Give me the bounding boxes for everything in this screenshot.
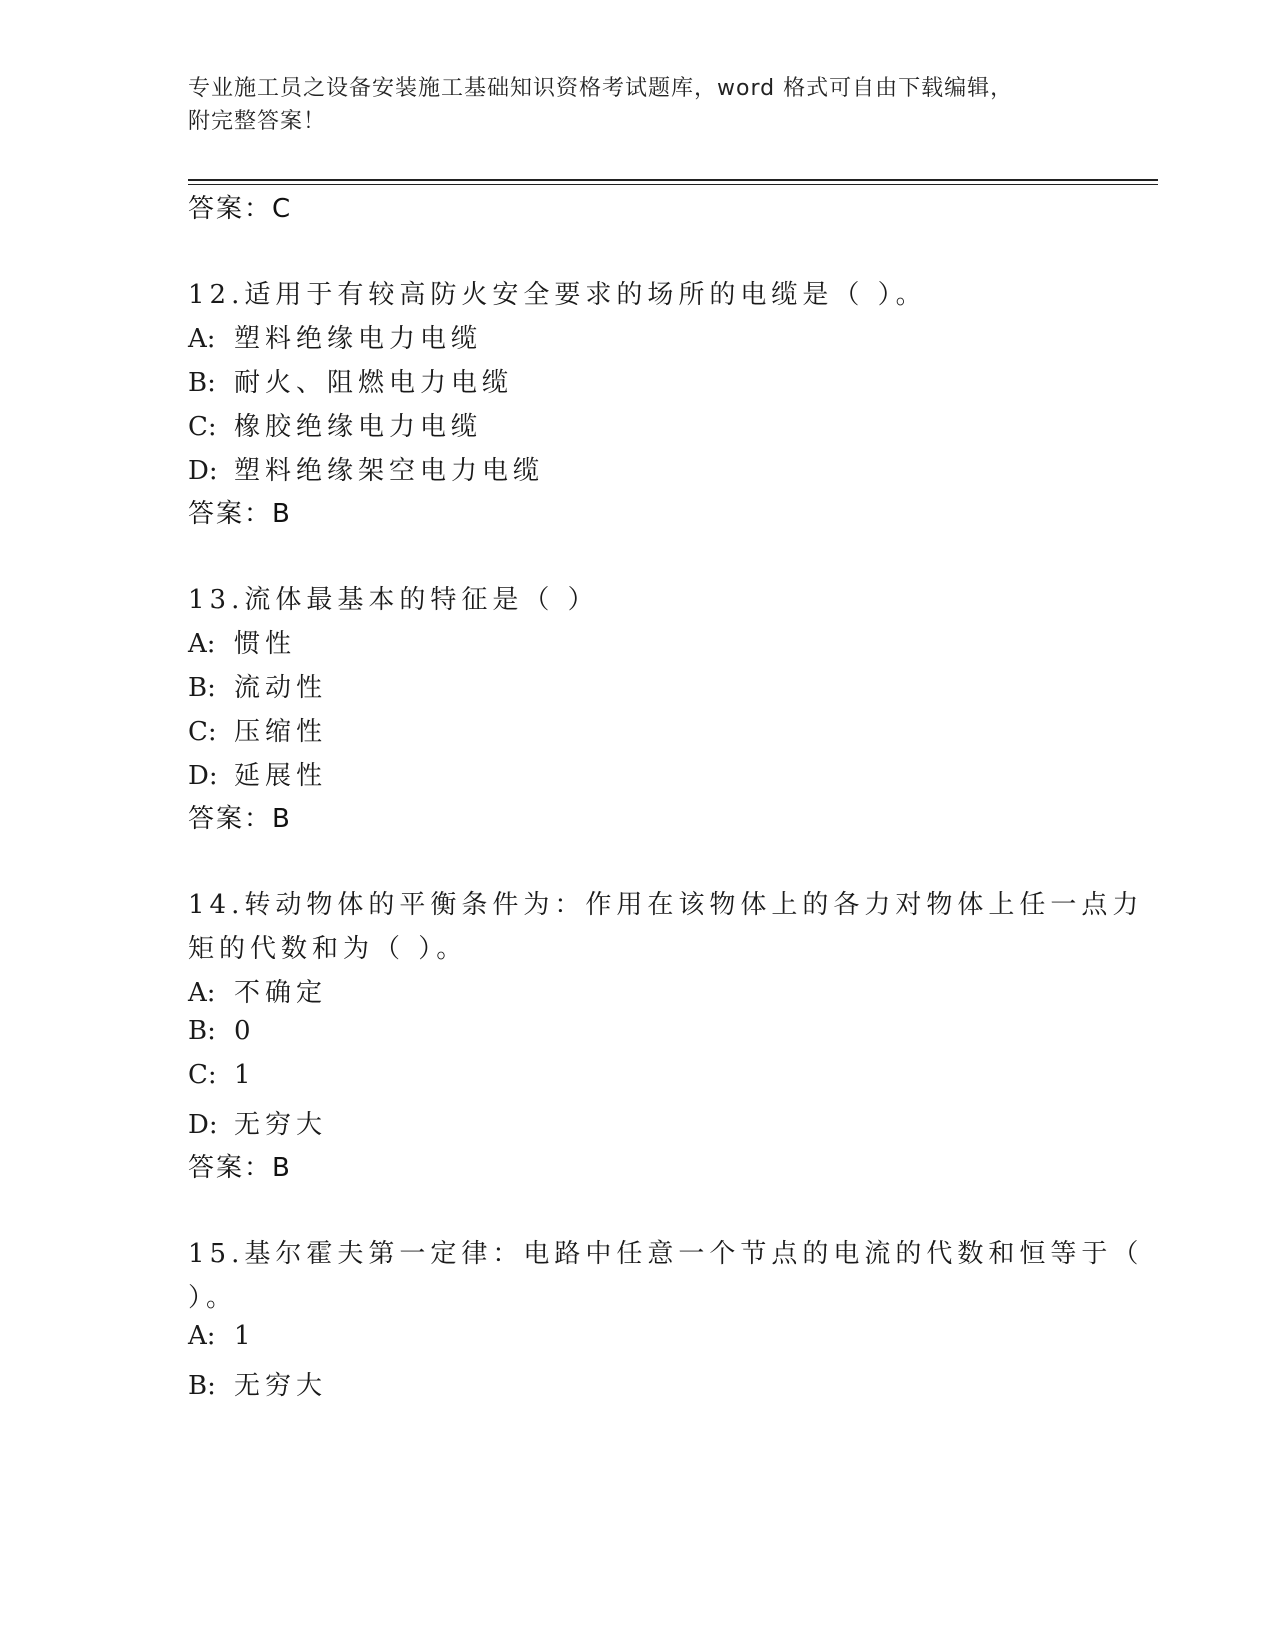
option-letter: C: <box>188 1060 217 1090</box>
option-text: 无穷大 <box>234 1110 328 1140</box>
option-letter: D: <box>188 761 218 791</box>
option-text: 1 <box>234 1060 256 1090</box>
question-12-option-c <box>188 406 482 443</box>
header-line-2: 附完整答案！ <box>188 109 327 134</box>
option-letter: B: <box>188 673 216 703</box>
option-letter: D: <box>188 456 218 486</box>
option-letter: A: <box>188 629 216 659</box>
option-text: 橡胶绝缘电力电缆 <box>234 412 483 442</box>
question-13-option-a <box>188 623 296 660</box>
document-header <box>188 72 1088 138</box>
answer-q13: 答案：B <box>188 804 292 834</box>
question-13-option-d <box>188 755 327 792</box>
option-letter: B: <box>188 368 216 398</box>
question-13-stem: 13.流体最基本的特征是（ ） <box>188 585 599 615</box>
answer-q12: 答案：B <box>188 499 292 529</box>
question-14-option-a <box>188 972 327 1009</box>
option-text: 惯性 <box>234 629 297 659</box>
option-letter: A: <box>188 324 216 354</box>
option-text: 延展性 <box>234 761 328 791</box>
option-text: 压缩性 <box>234 717 328 747</box>
question-15-stem-line-2: ）。 <box>188 1283 238 1313</box>
question-15-stem-line-1: 15.基尔霍夫第一定律：电路中任意一个节点的电流的代数和恒等于（ <box>188 1239 1144 1269</box>
option-text: 0 <box>234 1016 256 1046</box>
option-text: 无穷大 <box>234 1371 328 1401</box>
option-text: 耐火、阻燃电力电缆 <box>234 368 514 398</box>
option-letter: D: <box>188 1110 218 1140</box>
question-12-option-b <box>188 362 513 399</box>
question-14-option-c <box>188 1060 256 1090</box>
option-text: 流动性 <box>234 673 328 703</box>
option-text: 1 <box>234 1321 256 1351</box>
option-text: 塑料绝缘架空电力电缆 <box>234 456 545 486</box>
header-line-1: 专业施工员之设备安装施工基础知识资格考试题库，word 格式可自由下载编辑， <box>188 76 1014 101</box>
question-14-stem-line-2: 矩的代数和为（ ）。 <box>188 934 468 964</box>
question-12-stem: 12.适用于有较高防火安全要求的场所的电缆是（ ）。 <box>188 280 927 310</box>
answer-q14: 答案：B <box>188 1153 292 1183</box>
question-14-option-d <box>188 1104 327 1141</box>
question-14-stem-line-1: 14.转动物体的平衡条件为：作用在该物体上的各力对物体上任一点力 <box>188 890 1144 920</box>
option-text: 塑料绝缘电力电缆 <box>234 324 483 354</box>
option-letter: A: <box>188 978 216 1008</box>
question-15-option-a <box>188 1321 256 1351</box>
answer-q11: 答案：C <box>188 194 293 224</box>
question-14-option-b <box>188 1016 256 1046</box>
option-letter: B: <box>188 1016 216 1046</box>
option-letter: A: <box>188 1321 216 1351</box>
question-12-option-a <box>188 318 482 355</box>
question-13-option-c <box>188 711 327 748</box>
question-12-option-d <box>188 450 544 487</box>
question-13-option-b <box>188 667 327 704</box>
header-divider-thick <box>188 179 1158 181</box>
option-letter: B: <box>188 1371 216 1401</box>
option-letter: C: <box>188 412 217 442</box>
option-text: 不确定 <box>234 978 328 1008</box>
header-divider-thin <box>188 184 1158 185</box>
question-15-option-b <box>188 1365 327 1402</box>
option-letter: C: <box>188 717 217 747</box>
